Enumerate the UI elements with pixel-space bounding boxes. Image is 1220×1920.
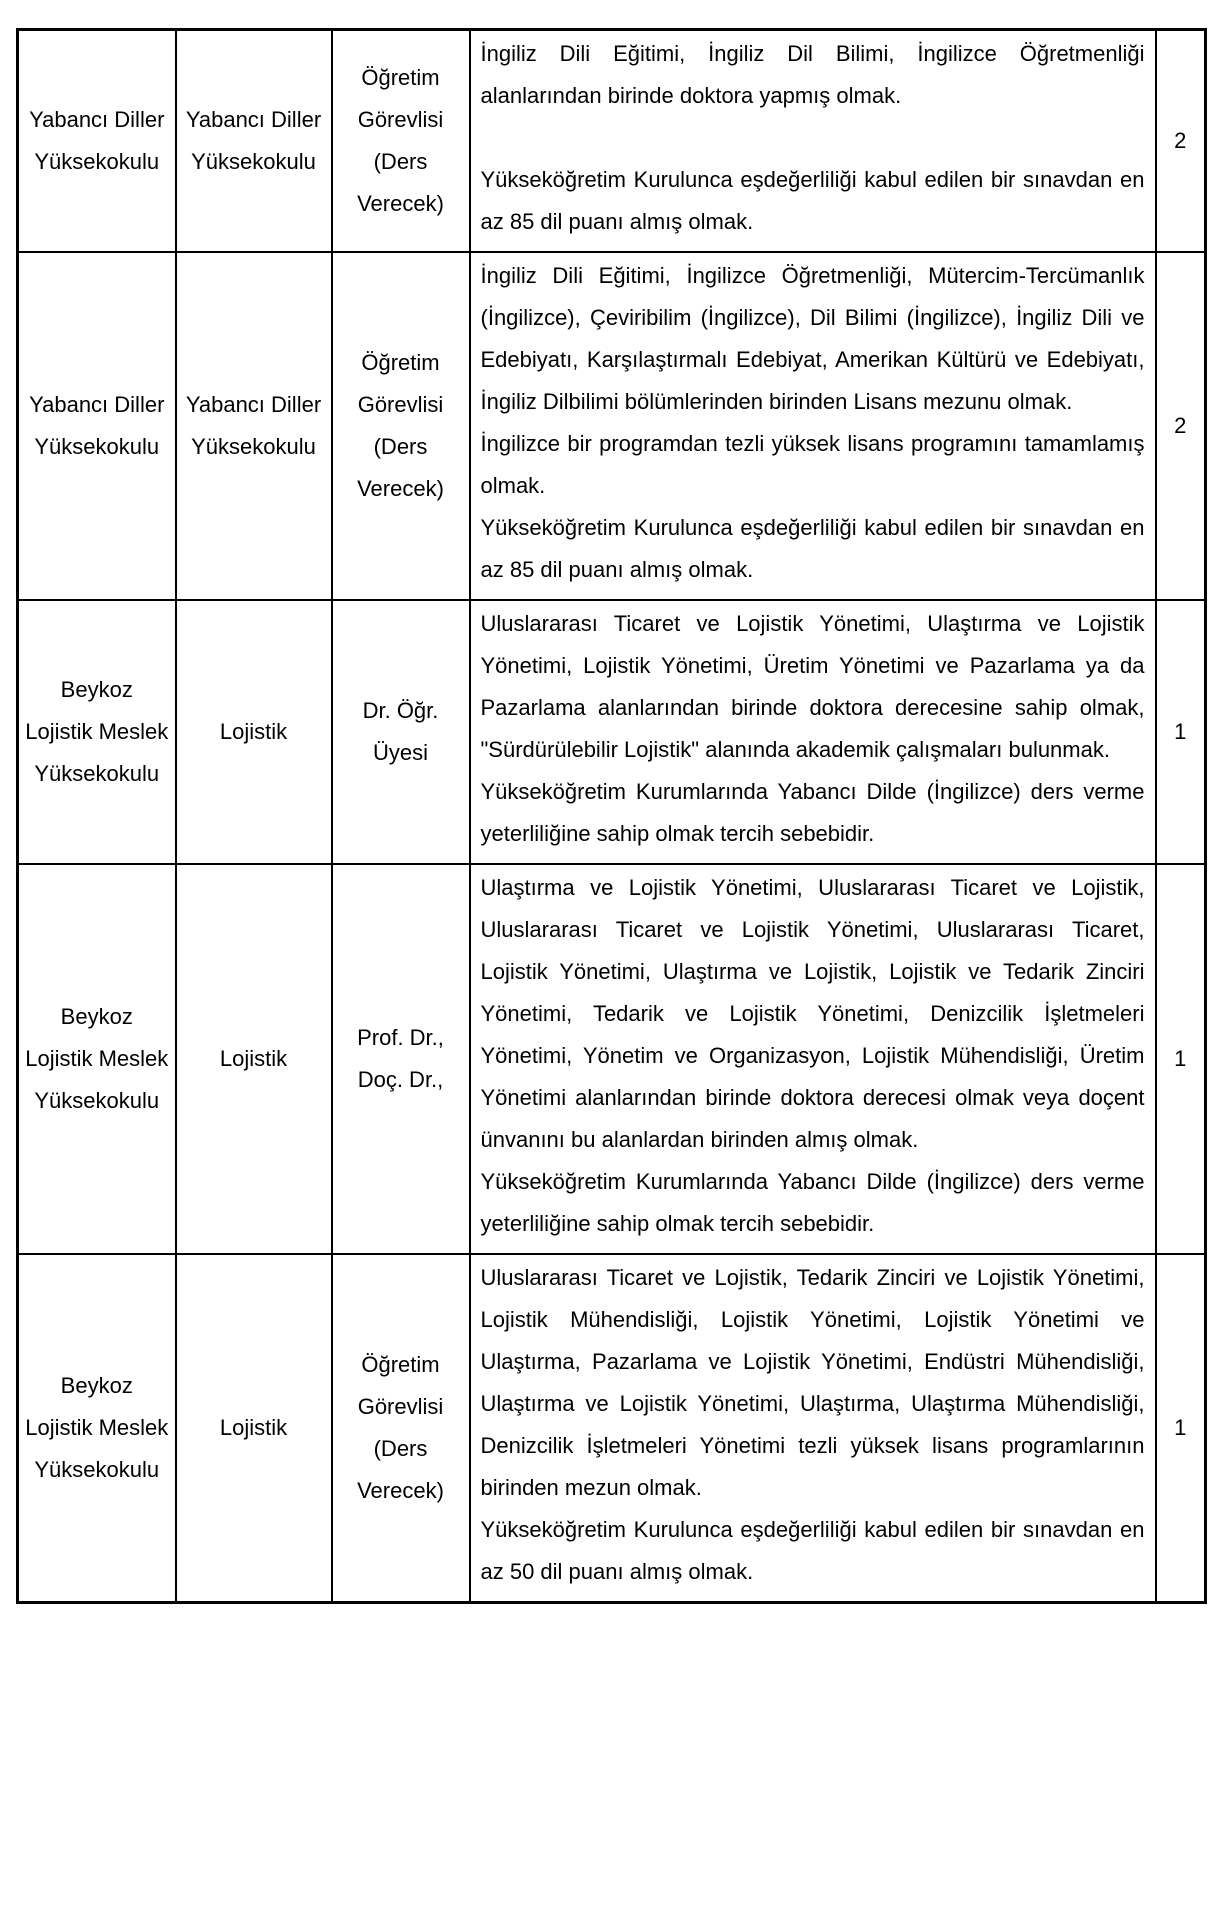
requirement-paragraph: Yükseköğretim Kurulunca eşdeğerliliği kabul edilen bir sınavdan en az 85 dil puanı almış olmak. xyxy=(480,515,1145,582)
department-cell: Yabancı Diller Yüksekokulu xyxy=(176,252,332,600)
requirement-paragraph: İngiliz Dili Eğitimi, İngiliz Dil Bilimi, İngilizce Öğretmenliği alanlarından birinde doktora yapmış olmak. xyxy=(480,41,1145,108)
requirements-cell xyxy=(470,1254,1156,1603)
count-cell: 1 xyxy=(1156,864,1206,1254)
count-cell: 2 xyxy=(1156,252,1206,600)
unit-cell: Beykoz Lojistik Meslek Yüksekokulu xyxy=(18,864,176,1254)
department-cell: Lojistik xyxy=(176,1254,332,1603)
table-row xyxy=(18,600,1206,864)
requirements-cell xyxy=(470,30,1156,253)
academic-positions-table xyxy=(16,28,1207,1604)
position-cell: Öğretim Görevlisi (Ders Verecek) xyxy=(332,1254,470,1603)
count-cell: 1 xyxy=(1156,1254,1206,1603)
requirement-paragraph: Yükseköğretim Kurumlarında Yabancı Dilde (İngilizce) ders verme yeterliliğine sahip olmak tercih sebebidir. xyxy=(480,1169,1145,1236)
table-row xyxy=(18,864,1206,1254)
requirement-paragraph: İngiliz Dili Eğitimi, İngilizce Öğretmenliği, Mütercim-Tercümanlık (İngilizce), Çeviribilim (İngilizce), Dil Bilimi (İngilizce), İngiliz Dili ve Edebiyatı, Karşılaştırmalı Edebiyat, Amerikan Kültürü ve Edebiyatı, İngiliz Dilbilimi bölümlerinden birinden Lisans mezunu olmak. xyxy=(480,263,1145,414)
count-cell: 1 xyxy=(1156,600,1206,864)
unit-cell: Yabancı Diller Yüksekokulu xyxy=(18,30,176,253)
requirement-paragraph: Uluslararası Ticaret ve Lojistik, Tedarik Zinciri ve Lojistik Yönetimi, Lojistik Mühendisliği, Lojistik Yönetimi, Lojistik Yönetimi ve Ulaştırma, Pazarlama ve Lojistik Yönetimi, Endüstri Mühendisliği, Ulaştırma ve Lojistik Yönetimi, Ulaştırma, Ulaştırma Mühendisliği, Denizcilik İşletmeleri Yönetimi tezli yüksek lisans programlarının birinden mezun olmak. xyxy=(480,1265,1145,1500)
department-cell: Lojistik xyxy=(176,864,332,1254)
requirement-paragraph: Yükseköğretim Kurumlarında Yabancı Dilde (İngilizce) ders verme yeterliliğine sahip olmak tercih sebebidir. xyxy=(480,779,1145,846)
unit-cell: Beykoz Lojistik Meslek Yüksekokulu xyxy=(18,600,176,864)
table-row xyxy=(18,30,1206,253)
unit-cell: Beykoz Lojistik Meslek Yüksekokulu xyxy=(18,1254,176,1603)
position-cell: Öğretim Görevlisi (Ders Verecek) xyxy=(332,252,470,600)
requirement-paragraph: Ulaştırma ve Lojistik Yönetimi, Uluslararası Ticaret ve Lojistik, Uluslararası Ticaret ve Lojistik Yönetimi, Uluslararası Ticaret, Lojistik Yönetimi, Ulaştırma ve Lojistik, Lojistik ve Tedarik Zinciri Yönetimi, Tedarik ve Lojistik Yönetimi, Denizcilik İşletmeleri Yönetimi, Yönetim ve Organizasyon, Lojistik Mühendisliği, Üretim Yönetimi alanlarından birinde doktora derecesi olmak veya doçent ünvanını bu alanlardan birinden almış olmak. xyxy=(480,875,1145,1152)
department-cell: Yabancı Diller Yüksekokulu xyxy=(176,30,332,253)
requirement-paragraph: Yükseköğretim Kurulunca eşdeğerliliği kabul edilen bir sınavdan en az 85 dil puanı almış olmak. xyxy=(480,167,1145,234)
requirement-paragraph: Uluslararası Ticaret ve Lojistik Yönetimi, Ulaştırma ve Lojistik Yönetimi, Lojistik Yönetimi, Üretim Yönetimi ve Pazarlama ya da Pazarlama alanlarından birinde doktora derecesine sahip olmak, "Sürdürülebilir Lojistik" alanında akademik çalışmaları bulunmak. xyxy=(480,611,1145,762)
requirements-cell xyxy=(470,864,1156,1254)
unit-cell: Yabancı Diller Yüksekokulu xyxy=(18,252,176,600)
table-row xyxy=(18,1254,1206,1603)
count-cell: 2 xyxy=(1156,30,1206,253)
requirement-paragraph: İngilizce bir programdan tezli yüksek lisans programını tamamlamış olmak. xyxy=(480,431,1145,498)
requirements-cell xyxy=(470,252,1156,600)
requirements-cell xyxy=(470,600,1156,864)
position-cell: Prof. Dr., Doç. Dr., xyxy=(332,864,470,1254)
position-cell: Dr. Öğr. Üyesi xyxy=(332,600,470,864)
requirement-paragraph: Yükseköğretim Kurulunca eşdeğerliliği kabul edilen bir sınavdan en az 50 dil puanı almış olmak. xyxy=(480,1517,1145,1584)
department-cell: Lojistik xyxy=(176,600,332,864)
table-row xyxy=(18,252,1206,600)
position-cell: Öğretim Görevlisi (Ders Verecek) xyxy=(332,30,470,253)
